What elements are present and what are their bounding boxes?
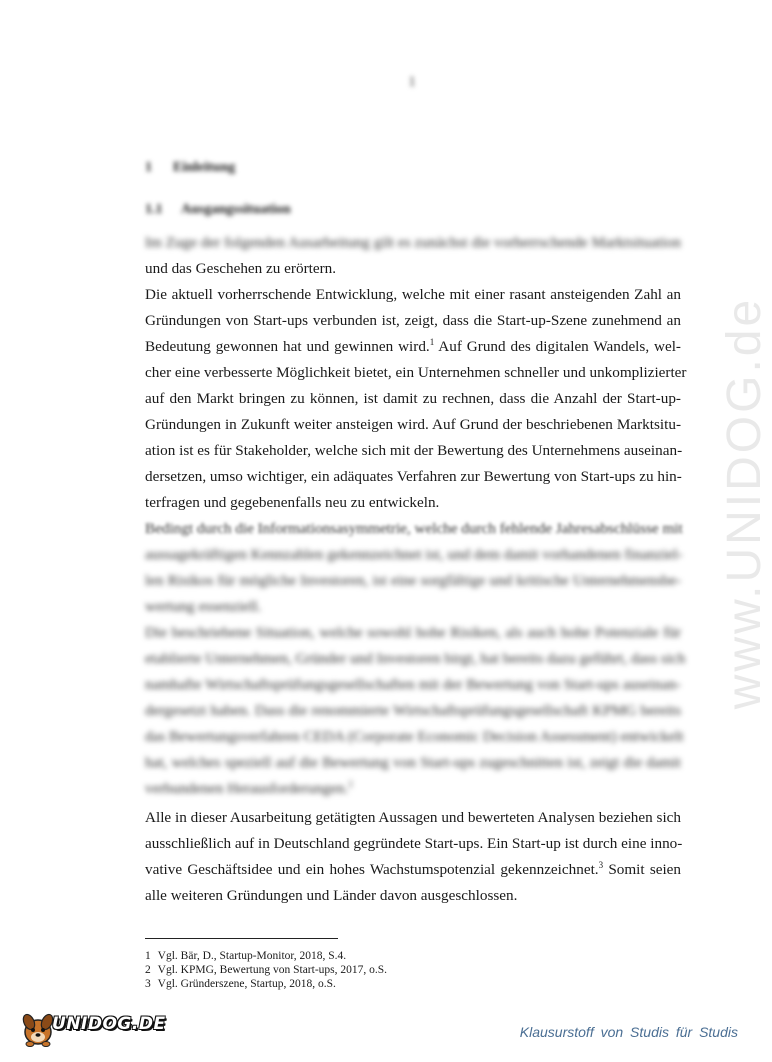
footnote-ref: 3 [598, 859, 604, 870]
body-line: len Risikos für mögliche Investoren, ist eine sorgfältige und kritische Unternehmensbe- [145, 572, 681, 589]
body-line: ausschließlich auf in Deutschland gegründete Start-ups. Ein Start-up ist durch eine inno- [145, 835, 683, 852]
body-line: cher eine verbesserte Möglichkeit bietet, ein Unternehmen schneller und unkomplizierter [145, 364, 687, 381]
body-line: und das Geschehen zu erörtern. [145, 260, 337, 277]
body-line: dergesetzt haben. Dass die renommierte Wirtschaftsprüfungsgesellschaft KPMG bereits [145, 702, 681, 719]
body-line: etablierte Unternehmen, Gründer und Investoren birgt, hat bereits dazu geführt, dass sich [145, 650, 686, 667]
section-title: Ausgangssituation [181, 202, 291, 217]
footnote-text: Vgl. Bär, D., Startup-Monitor, 2018, S.4. [157, 950, 347, 962]
body-line: namhafte Wirtschaftsprüfungsgesellschaften mit der Bewertung von Start-ups auseinan- [145, 676, 681, 693]
footnote-text: Vgl. KPMG, Bewertung von Start-ups, 2017, o.S. [157, 964, 388, 976]
unidog-logo[interactable]: UNIDOG.DE [52, 1014, 166, 1034]
section-heading [145, 202, 291, 218]
footnote-ref: 1 [429, 336, 435, 347]
body-line [145, 334, 681, 360]
body-line: Bedingt durch die Informationsasymmetrie, welche durch fehlende Jahresabschlüsse mit [145, 520, 683, 537]
footnote-number: 1 [145, 950, 151, 962]
body-line: Die aktuell vorherrschende Entwicklung, welche mit einer rasant ansteigenden Zahl an [145, 286, 681, 303]
body-line: Die beschriebene Situation, welche sowohl hohe Risiken, als auch hohe Potenziale für [145, 624, 681, 641]
footnote-number: 3 [145, 978, 151, 990]
body-line: Gründungen von Start-ups verbunden ist, zeigt, dass die Start-up-Szene zunehmend an [145, 312, 681, 329]
body-line: Alle in dieser Ausarbeitung getätigten Aussagen und bewerteten Analysen beziehen sich [145, 809, 681, 826]
footnote [145, 977, 336, 991]
footnote-text: Vgl. Gründerszene, Startup, 2018, o.S. [157, 978, 336, 990]
footnote-separator [145, 938, 338, 939]
body-text: Somit seien [608, 861, 682, 878]
body-line [145, 776, 681, 802]
page-number: 1 [408, 74, 416, 90]
section-number: 1.1 [145, 202, 163, 217]
body-line: auf den Markt bringen zu können, ist damit zu rechnen, dass die Anzahl der Start-up- [145, 390, 681, 407]
body-line [145, 857, 681, 883]
body-line: terfragen und gegebenenfalls neu zu entwickeln. [145, 494, 440, 511]
footnote-number: 2 [145, 964, 151, 976]
chapter-title: Einleitung [173, 160, 236, 175]
body-line: das Bewertungsverfahren CEDA (Corporate Economic Decision Assessment) entwickelt [145, 728, 684, 745]
body-line: wertung essenziell. [145, 598, 262, 615]
body-text: Bedeutung gewonnen hat und gewinnen wird. [145, 338, 430, 355]
body-line: aussagekräftigen Kennzahlen gekennzeichnet ist, und dem damit vorhandenen finanziel- [145, 546, 683, 563]
body-text: verbundenen Herausforderungen. [145, 780, 349, 797]
footnote [145, 963, 387, 977]
body-line: hat, welches speziell auf die Bewertung von Start-ups zugeschnitten ist, zeigt die damit [145, 754, 681, 771]
footnote-ref: 2 [348, 778, 353, 789]
body-line: alle weiteren Gründungen und Länder davon ausgeschlossen. [145, 887, 518, 904]
footnote [145, 949, 346, 963]
chapter-heading [145, 160, 235, 176]
tagline: Klausurstoff von Studis für Studis [519, 1024, 738, 1040]
body-text: vative Geschäftsidee und ein hohes Wachstumspotenzial gekennzeichnet. [145, 861, 599, 878]
body-line: Gründungen in Zukunft weiter ansteigen wird. Auf Grund der beschriebenen Marktsitu- [145, 416, 681, 433]
body-text: Auf Grund des digitalen Wandels, wel- [438, 338, 681, 355]
watermark: www.UNIDOG.de [718, 296, 771, 710]
chapter-number: 1 [145, 160, 152, 175]
body-line: ation ist es für Stakeholder, welche sich mit der Bewertung des Unternehmens auseinan- [145, 442, 683, 459]
body-line: dersetzen, umso wichtiger, ein adäquates Verfahren zur Bewertung von Start-ups zu hin- [145, 468, 682, 485]
body-line: Im Zuge der folgenden Ausarbeitung gilt es zunächst die vorherrschende Marktsituation [145, 234, 681, 251]
